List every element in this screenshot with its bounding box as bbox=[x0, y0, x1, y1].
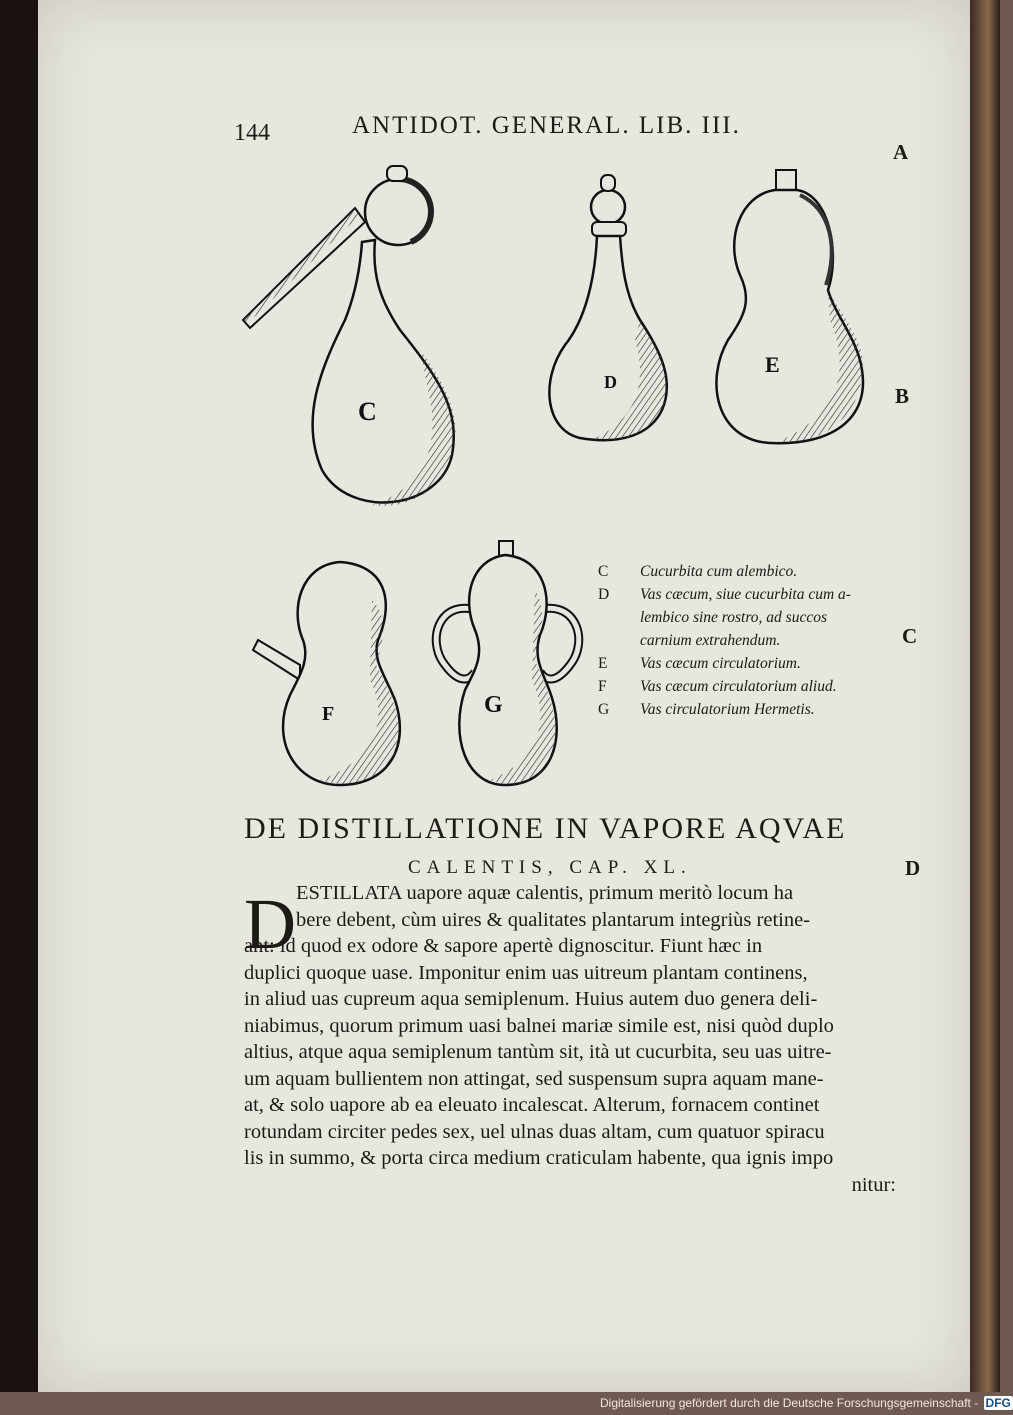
figure-label-g: G bbox=[484, 692, 503, 718]
legend-continuation: lembico sine rostro, ad succos bbox=[640, 609, 827, 626]
vessel-d-illustration bbox=[549, 175, 667, 441]
vessel-e-illustration bbox=[716, 170, 863, 443]
text-line: altius, atque aqua semiplenum tantùm sit, ità ut cucurbita, seu uas uitre- bbox=[244, 1041, 832, 1063]
figure-label-c: C bbox=[358, 397, 377, 426]
text-line: lis in summo, & porta circa medium craticulam habente, qua ignis impo bbox=[244, 1147, 834, 1169]
page-number: 144 bbox=[234, 120, 270, 146]
legend-text: Cucurbita cum alembico. bbox=[640, 563, 798, 580]
vessel-c-illustration bbox=[243, 166, 455, 506]
text-line: in aliud uas cupreum aqua semiplenum. Huius autem duo genera deli- bbox=[244, 988, 818, 1010]
legend-letter: D bbox=[598, 586, 610, 603]
figure-label-f: F bbox=[322, 703, 335, 725]
margin-letter-b: B bbox=[895, 384, 910, 408]
text-line: at, & solo uapore ab ea eleuato incalescat. Alterum, fornacem continet bbox=[244, 1094, 820, 1116]
drop-capital: D bbox=[244, 884, 296, 964]
legend-letter: G bbox=[598, 701, 610, 718]
running-title: ANTIDOT. GENERAL. LIB. III. bbox=[352, 112, 741, 139]
legend-entry-d bbox=[598, 583, 918, 606]
margin-letter-c: C bbox=[902, 624, 918, 648]
text-line: ESTILLATA uapore aquæ calentis, primum meritò locum ha bbox=[296, 882, 794, 904]
chapter-heading: DE DISTILLATIONE IN VAPORE AQVAE bbox=[244, 812, 847, 845]
legend-letter: F bbox=[598, 678, 607, 695]
legend-entry-e bbox=[598, 652, 918, 675]
legend-continuation: carnium extrahendum. bbox=[640, 632, 781, 649]
legend-entry-g bbox=[598, 698, 918, 721]
digitization-credit bbox=[600, 1396, 1013, 1410]
vessel-g-illustration bbox=[436, 541, 579, 785]
figure-legend bbox=[598, 560, 918, 721]
text-line: ant: id quod ex odore & sapore apertè dignoscitur. Fiunt hæc in bbox=[244, 935, 763, 957]
legend-text: Vas cæcum circulatorium. bbox=[640, 655, 801, 672]
figure-label-e: E bbox=[765, 352, 780, 377]
dfg-logo: DFG bbox=[985, 1396, 1011, 1410]
text-line: niabimus, quorum primum uasi balnei mariæ simile est, nisi quòd duplo bbox=[244, 1014, 834, 1037]
legend-letter: C bbox=[598, 563, 609, 580]
legend-entry-c bbox=[598, 560, 918, 583]
text-line: duplici quoque uase. Imponitur enim uas uitreum plantam continens, bbox=[244, 961, 808, 984]
catchword: nitur: bbox=[851, 1173, 896, 1196]
body-text bbox=[244, 880, 904, 1198]
text-line: bere debent, cùm uires & qualitates plantarum integriùs retine- bbox=[296, 908, 811, 931]
legend-entry-f bbox=[598, 675, 918, 698]
margin-letter-d: D bbox=[905, 856, 921, 880]
legend-letter: E bbox=[598, 655, 608, 672]
text-line: rotundam circiter pedes sex, uel ulnas duas altam, cum quatuor spiracu bbox=[244, 1120, 825, 1143]
legend-text: Vas circulatorium Hermetis. bbox=[640, 701, 815, 718]
legend-text: Vas cæcum circulatorium aliud. bbox=[640, 678, 837, 695]
credit-text: Digitalisierung gefördert durch die Deutsche Forschungsgemeinschaft - bbox=[600, 1396, 979, 1410]
chapter-subheading: CALENTIS, CAP. XL. bbox=[408, 857, 692, 878]
text-line: um aquam bullientem non attingat, sed suspensum supra aquam mane- bbox=[244, 1067, 824, 1090]
legend-text: Vas cæcum, siue cucurbita cum a- bbox=[640, 586, 851, 603]
vessel-f-illustration bbox=[253, 562, 400, 785]
figure-label-d: D bbox=[604, 372, 617, 392]
margin-letter-a: A bbox=[893, 140, 909, 164]
